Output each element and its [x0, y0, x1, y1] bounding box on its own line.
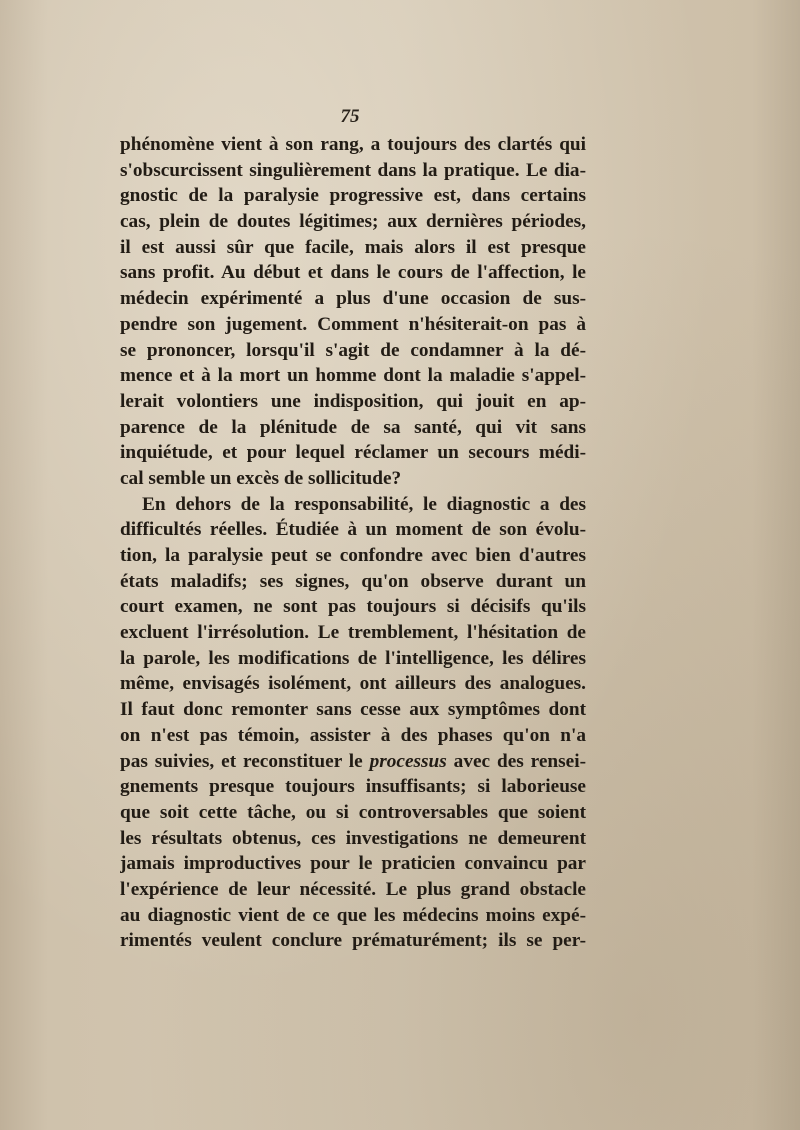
text-line: même, envisagés isolément, ont ailleurs des analogues.: [120, 673, 586, 695]
italic-term: processus: [369, 750, 447, 772]
text-line: la parole, les modifications de l'intelligence, les délires: [120, 647, 586, 669]
text-line: court examen, ne sont pas toujours si décisifs qu'ils: [120, 596, 586, 618]
text-line: au diagnostic vient de ce que les médecins moins expé-: [120, 904, 586, 926]
text-line: on n'est pas témoin, assister à des phases qu'on n'a: [120, 724, 586, 746]
text-line: il est aussi sûr que facile, mais alors il est presque: [120, 236, 586, 258]
text-line: gnostic de la paralysie progressive est, dans certains: [120, 185, 586, 207]
text-line: mence et à la mort un homme dont la maladie s'appel-: [120, 365, 586, 387]
text-line: phénomène vient à son rang, a toujours des clartés qui: [120, 134, 586, 155]
text-line: inquiétude, et pour lequel réclamer un secours médi-: [120, 442, 586, 464]
text-line: l'expérience de leur nécessité. Le plus grand obstacle: [120, 878, 586, 900]
text-line: s'obscurcissent singulièrement dans la pratique. Le dia-: [120, 159, 586, 181]
text-line: jamais improductives pour le praticien convaincu par: [120, 853, 586, 875]
body-text: [120, 132, 586, 954]
text-line: difficultés réelles. Étudiée à un moment de son évolu-: [120, 519, 586, 541]
text-line: sans profit. Au début et dans le cours de l'affection, le: [120, 262, 586, 284]
text-line: se prononcer, lorsqu'il s'agit de condamner à la dé-: [120, 339, 586, 361]
text-line: En dehors de la responsabilité, le diagnostic a des: [142, 493, 586, 515]
page-number: 75: [340, 106, 360, 127]
text-line: tion, la paralysie peut se confondre avec bien d'autres: [120, 545, 586, 566]
text-segment: pas suivies, et reconstituer le: [120, 750, 363, 772]
text-line: parence de la plénitude de sa santé, qui vit sans: [120, 416, 586, 438]
text-line-with-italic: [120, 749, 586, 775]
text-line: états maladifs; ses signes, qu'on observe durant un: [120, 570, 586, 592]
text-line: rimentés veulent conclure prématurément; ils se per-: [120, 930, 586, 952]
text-line: Il faut donc remonter sans cesse aux symptômes dont: [120, 699, 586, 721]
paragraph-2: [120, 492, 586, 954]
text-line: cas, plein de doutes légitimes; aux dernières périodes,: [120, 211, 586, 233]
text-line: cal semble un excès de sollicitude?: [120, 467, 402, 489]
text-line: gnements presque toujours insuffisants; si laborieuse: [120, 776, 586, 798]
text-line: excluent l'irrésolution. Le tremblement, l'hésitation de: [120, 622, 586, 644]
text-line: lerait volontiers une indisposition, qui jouit en ap-: [120, 390, 586, 412]
text-line: les résultats obtenus, ces investigations ne demeurent: [120, 827, 586, 849]
paragraph-1: [120, 132, 586, 492]
text-line: médecin expérimenté a plus d'une occasion de sus-: [120, 288, 586, 310]
text-segment: avec des rensei-: [453, 750, 586, 772]
text-line: pendre son jugement. Comment n'hésiterait-on pas à: [120, 313, 586, 335]
text-line: que soit cette tâche, ou si controversables que soient: [120, 801, 586, 823]
